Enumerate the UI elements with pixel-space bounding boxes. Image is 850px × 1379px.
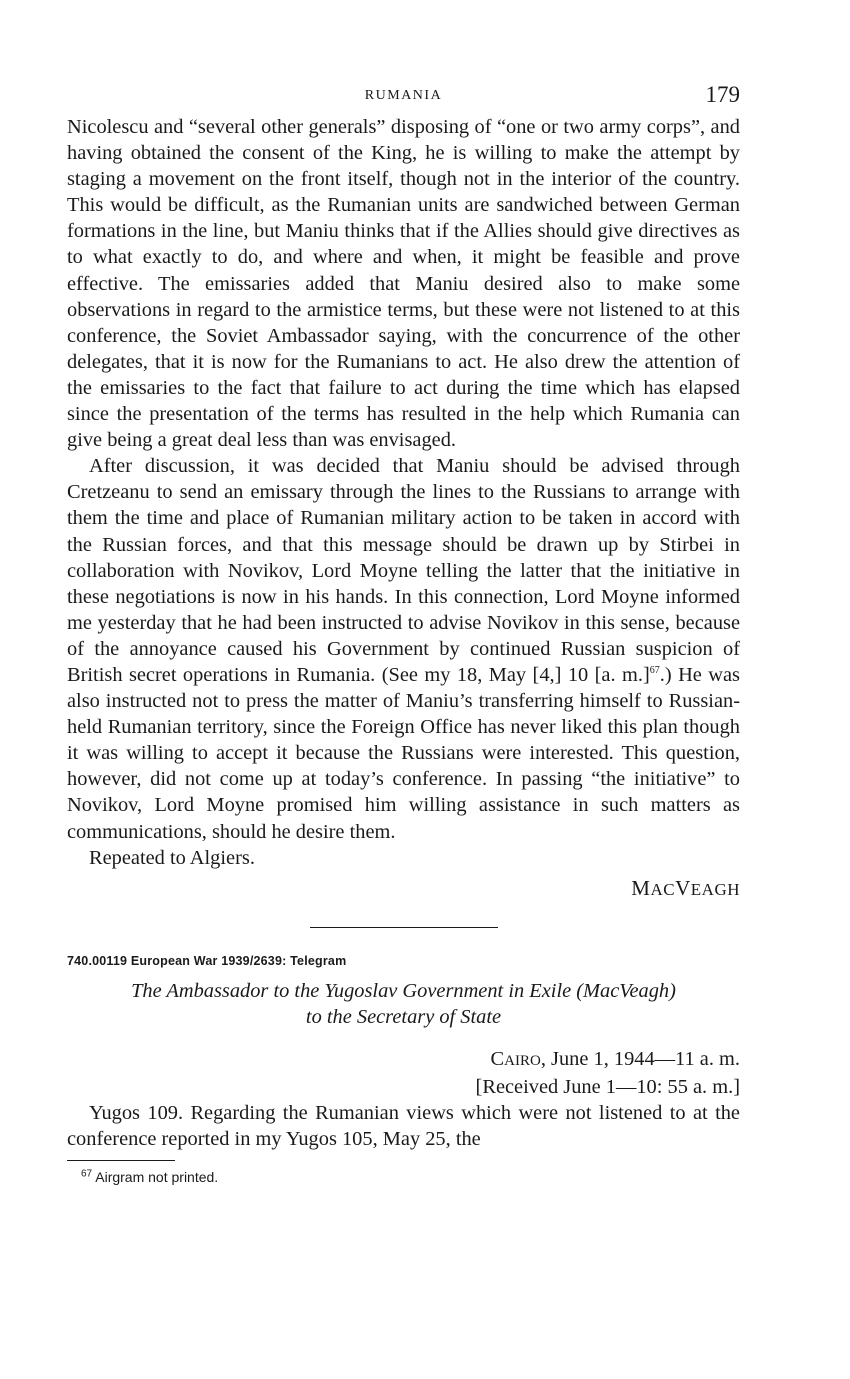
footnote-reference: 67 xyxy=(649,665,660,677)
running-title: RUMANIA xyxy=(364,88,443,103)
document-title xyxy=(67,978,740,1030)
page-number: 179 xyxy=(705,82,740,107)
document-title-line-1: The Ambassador to the Yugoslav Government in Exile (MacVeagh) xyxy=(131,979,676,1002)
signature-part-eagh: EAGH xyxy=(690,879,740,899)
footnote xyxy=(81,1169,740,1185)
signature-initial-m: M xyxy=(631,875,651,900)
signature xyxy=(67,875,740,903)
document-title-line-2: to the Secretary of State xyxy=(305,1005,502,1028)
dateline-place-rest: AIRO xyxy=(504,1052,541,1069)
body-text xyxy=(67,114,740,871)
footnote-divider xyxy=(67,1160,175,1161)
dateline-received: [Received June 1—10: 55 a. m.] xyxy=(475,1075,740,1098)
running-head xyxy=(67,80,740,114)
document-page xyxy=(67,80,740,1185)
dateline-place-initial: C xyxy=(490,1047,505,1070)
footnote-marker: 67 xyxy=(81,1168,93,1180)
paragraph-discussion xyxy=(67,453,740,844)
dateline xyxy=(67,1046,740,1100)
paragraph-discussion-part-2: .) He was also instructed not to press the matter of Maniu’s transferring himself to Russian-held Rumanian territory, since the Foreign Office has never liked this plan though it was willing to accept it because the Russians were interested. This question, however, did not come up at today’s conference. In passing “the initiative” to Novikov, Lord Moyne promised him willing assistance in such matters as communications, should he desire them. xyxy=(67,663,740,843)
continued-paragraph: Nicolescu and “several other generals” disposing of “one or two army corps”, and having obtained the consent of the King, he is willing to make the attempt by staging a movement on the front itself, though not in the interior of the country. This would be difficult, as the Rumanian units are sandwiched between German formations in the line, but Maniu thinks that if the Allies should give directives as to what exactly to do, and where and when, it might be feasible and prove effective. The emissaries added that Maniu desired also to make some observations in regard to the armistice terms, but these were not listened to at this conference, the Soviet Ambassador saying, with the concurrence of the other delegates, that it is now for the Rumanians to act. He also drew the attention of the emissaries to the fact that failure to act during the time which has elapsed since the presentation of the terms has resulted in the help which Rumania can give being a great deal less than was envisaged. xyxy=(67,116,740,452)
footnote-text: Airgram not printed. xyxy=(92,1168,219,1185)
file-reference: 740.00119 European War 1939/2639: Telegram xyxy=(67,953,347,968)
paragraph-discussion-part-1: After discussion, it was decided that Maniu should be advised through Cretzeanu to send an emissary through the lines to the Russians to arrange with them the time and place of Rumanian military action to be taken in accord with the Russian forces, and that this message should be drawn up by Stirbei in collaboration with Novikov, Lord Moyne telling the latter that the initiative in these negotiations is now in his hands. In this connection, Lord Moyne informed me yesterday that he had been instructed to advise Novikov in this sense, because of the annoyance caused his Government by continued Russian suspicion of British secret operations in Rumania. (See my 18, May [4,] 10 [a. m.] xyxy=(67,455,740,686)
section-divider xyxy=(310,927,498,928)
telegram-opening: Yugos 109. Regarding the Rumanian views which were not listened to at the conference reported in my Yugos 105, May 25, the xyxy=(67,1101,740,1150)
dateline-sent xyxy=(67,1046,740,1074)
signature-part-ac: AC xyxy=(650,879,676,899)
signature-initial-v: V xyxy=(675,875,691,900)
dateline-date: , June 1, 1944—11 a. m. xyxy=(540,1047,740,1070)
telegram-body xyxy=(67,1100,740,1152)
repeated-note: Repeated to Algiers. xyxy=(89,846,255,869)
